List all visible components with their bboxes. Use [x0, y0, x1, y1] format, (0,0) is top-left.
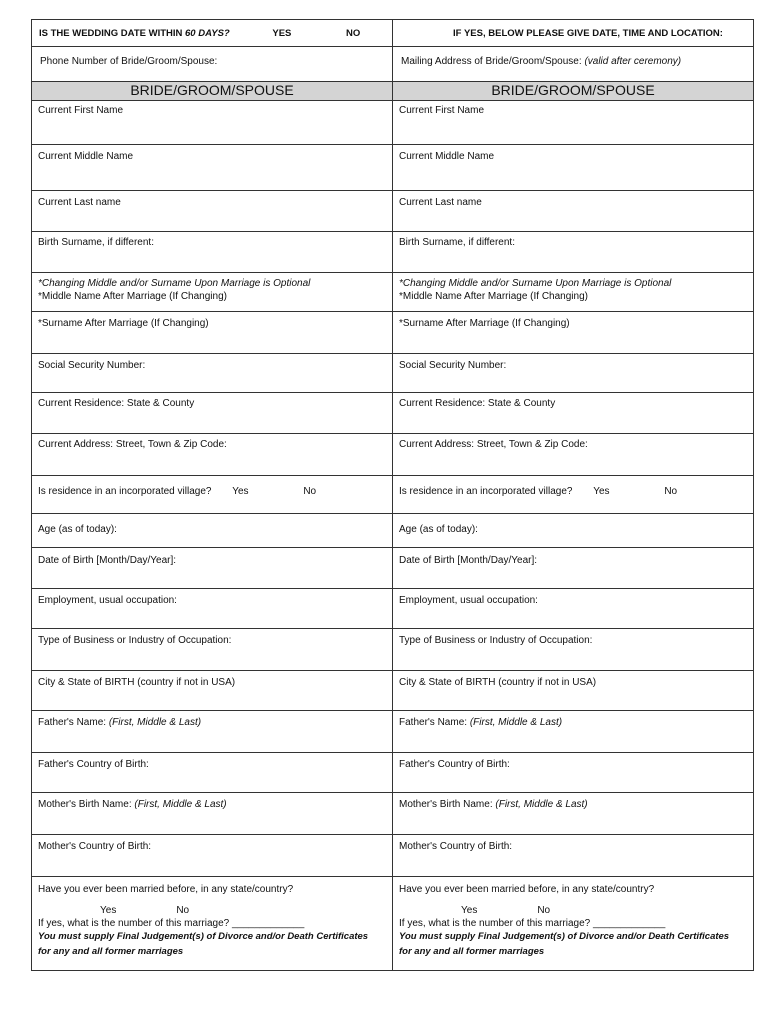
surname-after-marriage-field-left[interactable] [32, 312, 393, 354]
village-field-left[interactable] [32, 476, 393, 514]
divorce-requirement-1: You must supply Final Judgement(s) of Divorce and/or Death Certificates [38, 931, 369, 942]
birth-surname-field-left[interactable] [32, 232, 393, 273]
business-field-left[interactable] [32, 629, 393, 671]
marriage-number-line[interactable]: If yes, what is the number of this marriage? _____________ [38, 918, 305, 929]
married-before-field-left[interactable] [32, 877, 393, 971]
middle-name-label: Current Middle Name [38, 151, 134, 162]
ssn-label: Social Security Number: [38, 360, 146, 371]
birth-place-label: City & State of BIRTH (country if not in USA) [38, 677, 236, 688]
father-name-note: (First, Middle & Last) [469, 717, 563, 728]
mother-name-note: (First, Middle & Last) [495, 799, 588, 810]
village-no-option[interactable]: No [664, 486, 678, 497]
employment-label: Employment, usual occupation: [38, 595, 177, 606]
mailing-address-label: Mailing Address of Bride/Groom/Spouse: [401, 56, 585, 67]
village-no-option[interactable]: No [303, 486, 317, 497]
ssn-field-left[interactable] [32, 354, 393, 393]
age-field-left[interactable] [32, 514, 393, 548]
middle-name-field-right[interactable] [393, 145, 754, 191]
married-no-option[interactable]: No [176, 905, 190, 916]
optional-change-note: *Changing Middle and/or Surname Upon Marriage is Optional [399, 278, 672, 289]
father-country-label: Father's Country of Birth: [38, 759, 149, 770]
middle-after-marriage-label: *Middle Name After Marriage (If Changing) [399, 291, 588, 302]
surname-after-marriage-label: *Surname After Marriage (If Changing) [399, 318, 570, 329]
first-name-label: Current First Name [38, 105, 124, 116]
married-no-option[interactable]: No [537, 905, 551, 916]
sixty-days-label: 60 DAYS? [185, 28, 230, 39]
married-before-field-right[interactable] [393, 877, 754, 971]
birth-surname-label: Birth Surname, if different: [38, 237, 154, 248]
birth-place-field-right[interactable] [393, 671, 754, 711]
village-yes-option[interactable]: Yes [593, 486, 610, 497]
birth-place-field-left[interactable] [32, 671, 393, 711]
employment-field-right[interactable] [393, 589, 754, 629]
middle-after-marriage-field-left[interactable] [32, 273, 393, 312]
mother-name-label: Mother's Birth Name: [38, 799, 135, 810]
last-name-field-left[interactable] [32, 191, 393, 232]
divorce-requirement-2: for any and all former marriages [399, 946, 545, 957]
address-label: Current Address: Street, Town & Zip Code: [399, 439, 588, 450]
birth-surname-field-right[interactable] [393, 232, 754, 273]
date-time-location-cell[interactable] [393, 20, 754, 47]
last-name-label: Current Last name [399, 197, 482, 208]
birth-place-label: City & State of BIRTH (country if not in USA) [399, 677, 597, 688]
divorce-requirement-2: for any and all former marriages [38, 946, 184, 957]
father-name-field-right[interactable] [393, 711, 754, 753]
ssn-label: Social Security Number: [399, 360, 507, 371]
married-before-question: Have you ever been married before, in any state/country? [399, 884, 655, 895]
age-field-right[interactable] [393, 514, 754, 548]
business-label: Type of Business or Industry of Occupation: [399, 635, 593, 646]
middle-after-marriage-label: *Middle Name After Marriage (If Changing) [38, 291, 227, 302]
mother-name-label: Mother's Birth Name: [399, 799, 496, 810]
if-yes-instruction: IF YES, BELOW PLEASE GIVE DATE, TIME AND LOCATION: [453, 28, 723, 39]
dob-field-left[interactable] [32, 548, 393, 589]
wedding-date-question: IS THE WEDDING DATE WITHIN [39, 28, 186, 39]
residence-label: Current Residence: State & County [399, 398, 556, 409]
first-name-field-right[interactable] [393, 101, 754, 145]
father-name-label: Father's Name: [38, 717, 109, 728]
dob-label: Date of Birth [Month/Day/Year]: [399, 555, 538, 566]
yes-option[interactable]: YES [272, 28, 292, 39]
divorce-requirement-1: You must supply Final Judgement(s) of Divorce and/or Death Certificates [399, 931, 730, 942]
dob-label: Date of Birth [Month/Day/Year]: [38, 555, 177, 566]
married-before-question: Have you ever been married before, in any state/country? [38, 884, 294, 895]
age-label: Age (as of today): [38, 524, 117, 535]
surname-after-marriage-field-right[interactable] [393, 312, 754, 354]
village-question: Is residence in an incorporated village? [399, 486, 573, 497]
ssn-field-right[interactable] [393, 354, 754, 393]
middle-name-field-left[interactable] [32, 145, 393, 191]
birth-surname-label: Birth Surname, if different: [399, 237, 515, 248]
form-table [31, 19, 754, 971]
mailing-address-field[interactable] [393, 47, 754, 82]
middle-after-marriage-field-right[interactable] [393, 273, 754, 312]
mother-country-label: Mother's Country of Birth: [399, 841, 513, 852]
dob-field-right[interactable] [393, 548, 754, 589]
surname-after-marriage-label: *Surname After Marriage (If Changing) [38, 318, 209, 329]
address-label: Current Address: Street, Town & Zip Code: [38, 439, 227, 450]
village-question: Is residence in an incorporated village? [38, 486, 212, 497]
right-column-heading: BRIDE/GROOM/SPOUSE [393, 82, 754, 101]
mailing-address-note: (valid after ceremony) [584, 56, 682, 67]
middle-name-label: Current Middle Name [399, 151, 495, 162]
employment-label: Employment, usual occupation: [399, 595, 538, 606]
business-field-right[interactable] [393, 629, 754, 671]
residence-field-left[interactable] [32, 393, 393, 434]
village-yes-option[interactable]: Yes [232, 486, 249, 497]
father-country-field-left[interactable] [32, 753, 393, 793]
last-name-label: Current Last name [38, 197, 121, 208]
marriage-license-form [31, 19, 753, 971]
first-name-field-left[interactable] [32, 101, 393, 145]
phone-number-label: Phone Number of Bride/Groom/Spouse: [40, 56, 218, 67]
left-column-heading: BRIDE/GROOM/SPOUSE [32, 82, 393, 101]
father-name-field-left[interactable] [32, 711, 393, 753]
address-field-right[interactable] [393, 434, 754, 476]
father-name-note: (First, Middle & Last) [108, 717, 202, 728]
no-option[interactable]: NO [346, 28, 361, 39]
first-name-label: Current First Name [399, 105, 485, 116]
last-name-field-right[interactable] [393, 191, 754, 232]
optional-change-note: *Changing Middle and/or Surname Upon Marriage is Optional [38, 278, 311, 289]
mother-country-field-left[interactable] [32, 835, 393, 877]
employment-field-left[interactable] [32, 589, 393, 629]
mother-country-field-right[interactable] [393, 835, 754, 877]
mother-name-note: (First, Middle & Last) [134, 799, 227, 810]
wedding-date-question-cell[interactable] [32, 20, 393, 47]
father-name-label: Father's Name: [399, 717, 470, 728]
married-yes-option[interactable]: Yes [461, 905, 478, 916]
mother-name-field-left[interactable] [32, 793, 393, 835]
mother-name-field-right[interactable] [393, 793, 754, 835]
residence-field-right[interactable] [393, 393, 754, 434]
residence-label: Current Residence: State & County [38, 398, 195, 409]
mother-country-label: Mother's Country of Birth: [38, 841, 152, 852]
married-yes-option[interactable]: Yes [100, 905, 117, 916]
father-country-label: Father's Country of Birth: [399, 759, 510, 770]
village-field-right[interactable] [393, 476, 754, 514]
father-country-field-right[interactable] [393, 753, 754, 793]
address-field-left[interactable] [32, 434, 393, 476]
marriage-number-line[interactable]: If yes, what is the number of this marriage? _____________ [399, 918, 666, 929]
business-label: Type of Business or Industry of Occupation: [38, 635, 232, 646]
age-label: Age (as of today): [399, 524, 478, 535]
phone-number-field[interactable] [32, 47, 393, 82]
